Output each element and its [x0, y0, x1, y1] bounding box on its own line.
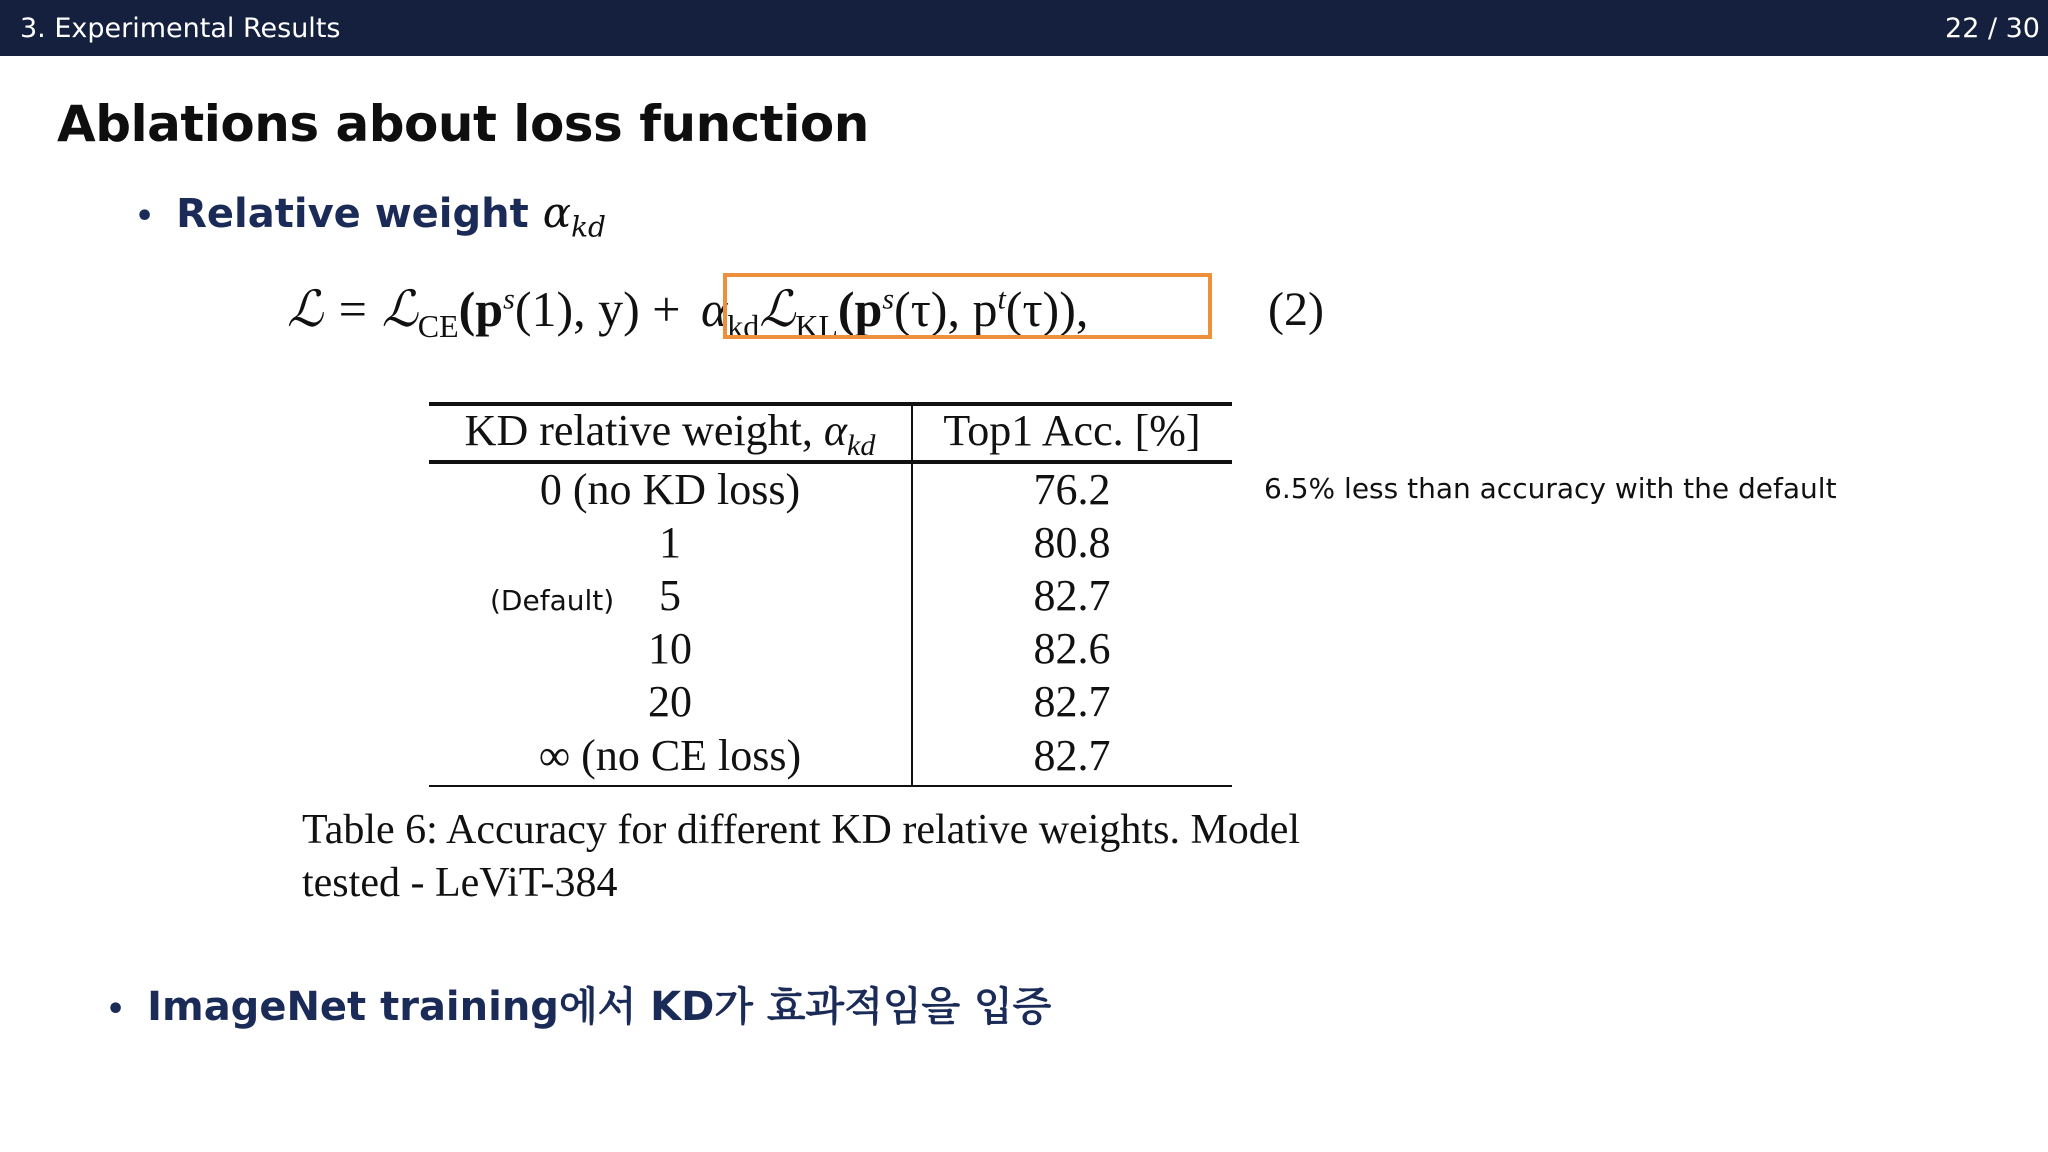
- table-row-3-acc: 82.7: [1033, 571, 1111, 620]
- page-number: 22 / 30: [1945, 13, 2040, 44]
- bullet-conclusion: [106, 975, 1051, 1032]
- alpha-symbol: $\alpha_{kd}$: [542, 188, 606, 244]
- highlight-box: [723, 273, 1212, 339]
- table-row-5-acc: 82.7: [1033, 677, 1111, 726]
- default-label: (Default): [490, 584, 615, 617]
- table-row-2-weight: 1: [659, 518, 681, 567]
- top-bar: [0, 0, 2048, 56]
- table-header-accuracy: Top1 Acc. [%]: [943, 406, 1201, 455]
- equation-number: (2): [1268, 283, 1324, 336]
- table-row-4-acc: 82.6: [1033, 624, 1111, 673]
- table-row-6-weight: ∞ (no CE loss): [538, 731, 802, 780]
- table-row-1-weight: 0 (no KD loss): [539, 465, 801, 514]
- bullet-text: Relative weight: [176, 191, 529, 237]
- bullet-relative-weight: [135, 188, 606, 243]
- table-header-weight: KD relative weight, $\alpha_{kd}$: [464, 406, 876, 462]
- table-row-4-weight: 10: [648, 624, 692, 673]
- table-row-1-acc: 76.2: [1033, 465, 1111, 514]
- slide-title: Ablations about loss function: [57, 95, 869, 153]
- table-row-5-weight: 20: [648, 677, 692, 726]
- loss-equation: ℒ = $ℒ_{CE}(p^s(1)$, $y) + \alpha_{kd}ℒ_{KL}(p^s(\tau)$, $p^t(\tau)$),: [287, 281, 1089, 344]
- table-row-6-acc: 82.7: [1033, 731, 1111, 780]
- table-caption: Table 6: Accuracy for different KD relative weights. Model tested - LeViT-384: [302, 807, 1301, 906]
- bullet-dot-icon: •: [135, 198, 155, 234]
- section-title: 3. Experimental Results: [20, 13, 341, 44]
- table-row-2-acc: 80.8: [1033, 518, 1111, 567]
- table-bottom-rule: [429, 785, 1232, 787]
- bullet-dot-icon: •: [106, 991, 126, 1027]
- annotation-note: 6.5% less than accuracy with the default: [1264, 472, 1837, 505]
- table-row-3-weight: 5: [659, 571, 681, 620]
- bullet-conclusion-text: ImageNet training에서 KD가 효과적임을 입증: [147, 984, 1052, 1030]
